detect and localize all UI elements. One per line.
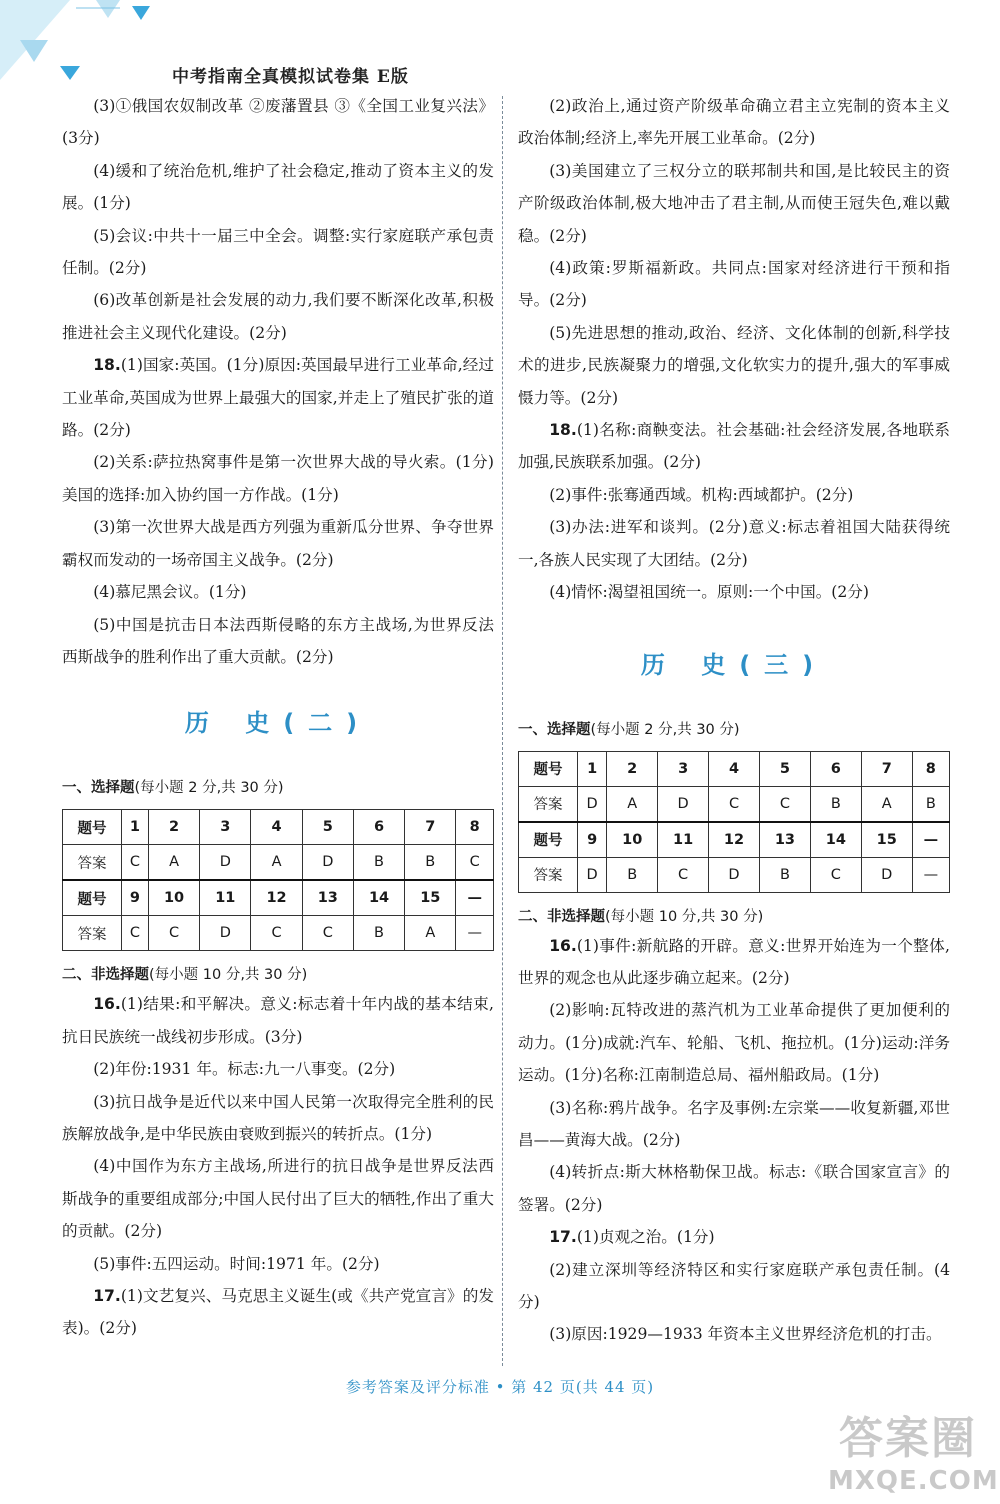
answer-cell: D <box>200 845 251 881</box>
answer-cell: A <box>861 786 912 822</box>
question-number-cell: 5 <box>759 751 810 786</box>
answer-text: (1)国家:英国。(1分)原因:英国最早进行工业革命,经过工业革命,英国成为世界上最强大的国家,并走上了殖民扩张的道路。(2分) <box>62 356 494 440</box>
answer-text: (1)名称:商鞅变法。社会基础:社会经济发展,各地联系加强,民族联系加强。(2分) <box>518 421 950 472</box>
right-answer-line: (2)政治上,通过资产阶级革命确立君主立宪制的资本主义政治体制;经济上,率先开展工业革命。(2分) <box>518 97 950 148</box>
answer-table-history-2 <box>62 809 494 951</box>
question-number-cell: — <box>456 880 494 916</box>
answer-cell: — <box>912 857 949 892</box>
question-number-cell: 2 <box>607 751 658 786</box>
s2-q16-part3: (3)抗日战争是近代以来中国人民第一次取得完全胜利的民族解放战争,是中华民族由衰败到振兴的转折点。(1分) <box>62 1092 494 1143</box>
choice-heading-label: 一、选择题 <box>518 721 591 738</box>
question-number: 18. <box>93 356 121 375</box>
question-number-cell: 12 <box>251 880 302 916</box>
left-q18-part5: (5)中国是抗击日本法西斯侵略的东方主战场,为世界反法西斯战争的胜利作出了重大贡献。(2分) <box>62 615 494 666</box>
choice-heading-label: 一、选择题 <box>62 780 135 797</box>
answer-cell: B <box>607 857 658 892</box>
question-number-cell: 1 <box>122 810 149 845</box>
question-number: 18. <box>549 421 577 440</box>
question-number-cell: 8 <box>912 751 949 786</box>
answer-cell: B <box>353 916 404 951</box>
answer-cell: B <box>405 845 456 881</box>
answer-cell: A <box>405 916 456 951</box>
s2-q16-part1 <box>62 988 494 1053</box>
s3-q17-part3: (3)原因:1929—1933 年资本主义世界经济危机的打击。 <box>549 1325 942 1344</box>
answer-text: (1)结果:和平解决。意义:标志着十年内战的基本结束,抗日民族统一战线初步形成。(3分) <box>62 995 494 1046</box>
section-title-history-3: 历 史(三) <box>640 650 828 679</box>
question-number-cell: 1 <box>578 751 607 786</box>
answer-text: (1)文艺复兴、马克思主义诞生(或《共产党宣言》的发表)。(2分) <box>62 1286 494 1338</box>
choice-heading <box>518 718 950 739</box>
right-q18-part1 <box>518 414 950 479</box>
answer-cell: C <box>302 916 353 951</box>
question-number-cell: 10 <box>148 880 199 916</box>
row-label: 答案 <box>519 857 578 892</box>
answer-cell: C <box>148 916 199 951</box>
s2-q16-part5: (5)事件:五四运动。时间:1971 年。(2分) <box>93 1254 380 1273</box>
question-number: 16. <box>549 936 577 955</box>
question-number-cell: 13 <box>302 880 353 916</box>
question-number-cell: 4 <box>709 751 760 786</box>
watermark-sub-text: MXQE.COM <box>828 1466 999 1496</box>
nonchoice-note: (每小题 10 分,共 30 分) <box>149 967 308 984</box>
section-title-history-2: 历 史(二) <box>184 709 372 738</box>
s3-q16-part4: (4)转折点:斯大林格勒保卫战。标志:《联合国家宣言》的签署。(2分) <box>518 1163 950 1214</box>
row-label: 题号 <box>519 751 578 786</box>
question-number-cell: 4 <box>251 810 302 845</box>
s2-q17-part1 <box>62 1280 494 1345</box>
answer-cell: D <box>658 786 709 822</box>
row-label: 答案 <box>519 786 578 822</box>
right-column <box>518 90 950 1351</box>
row-label: 题号 <box>63 880 122 916</box>
choice-heading <box>62 776 494 797</box>
question-number-cell: 9 <box>578 822 607 858</box>
left-answer-line: (5)会议:中共十一届三中全会。调整:实行家庭联产承包责任制。(2分) <box>62 226 494 278</box>
question-number-cell: — <box>912 822 949 858</box>
answer-cell: C <box>810 857 861 892</box>
right-q18-part4: (4)情怀:渴望祖国统一。原则:一个中国。(2分) <box>549 583 869 602</box>
s2-q16-part4: (4)中国作为东方主战场,所进行的抗日战争是世界反法西斯战争的重要组成部分;中国人民付出了巨大的牺牲,作出了重大的贡献。(2分) <box>62 1157 494 1241</box>
corner-decoration <box>0 0 160 90</box>
watermark-logo <box>828 1412 999 1500</box>
question-number: 17. <box>549 1228 577 1247</box>
row-label: 题号 <box>63 810 122 845</box>
question-number: 17. <box>93 1286 121 1305</box>
left-answer-line: (6)改革创新是社会发展的动力,我们要不断深化改革,积极推进社会主义现代化建设。(2分) <box>62 291 494 342</box>
answer-cell: D <box>578 857 607 892</box>
question-number-cell: 7 <box>405 810 456 845</box>
s3-q16-part3: (3)名称:鸦片战争。名字及事例:左宗棠——收复新疆,邓世昌——黄海大战。(2分) <box>518 1098 950 1149</box>
right-answer-line: (4)政策:罗斯福新政。共同点:国家对经济进行干预和指导。(2分) <box>518 259 950 310</box>
question-number-cell: 11 <box>658 822 709 858</box>
nonchoice-heading <box>518 905 950 926</box>
column-divider <box>502 96 503 1366</box>
page-footer: 参考答案及评分标准 • 第 42 页(共 44 页) <box>345 1378 655 1396</box>
nonchoice-note: (每小题 10 分,共 30 分) <box>605 908 764 925</box>
choice-note: (每小题 2 分,共 30 分) <box>134 780 284 797</box>
right-q18-part2: (2)事件:张骞通西域。机构:西域都护。(2分) <box>549 485 854 504</box>
answer-cell: B <box>912 786 949 822</box>
question-number-cell: 13 <box>759 822 810 858</box>
answer-cell: C <box>658 857 709 892</box>
answer-cell: C <box>759 786 810 822</box>
answer-table-history-3 <box>518 751 950 893</box>
answer-cell: C <box>122 916 149 951</box>
watermark-main-text: 答案圈 <box>839 1413 977 1464</box>
question-number: 16. <box>93 995 121 1014</box>
answer-cell: D <box>200 916 251 951</box>
page-header-title: 中考指南全真模拟试卷集 E版 <box>172 67 409 87</box>
answer-cell: D <box>861 857 912 892</box>
answer-cell: D <box>302 845 353 881</box>
answer-cell: D <box>578 786 607 822</box>
answer-cell: C <box>709 786 760 822</box>
right-answer-line: (3)美国建立了三权分立的联邦制共和国,是比较民主的资产阶级政治体制,极大地冲击了君主制,从而使王冠失色,难以戴稳。(2分) <box>518 161 950 245</box>
answer-cell: A <box>607 786 658 822</box>
answer-cell: B <box>353 845 404 881</box>
question-number-cell: 14 <box>353 880 404 916</box>
question-number-cell: 2 <box>148 810 199 845</box>
nonchoice-heading <box>62 963 494 984</box>
question-number-cell: 6 <box>810 751 861 786</box>
left-q18-part4: (4)慕尼黑会议。(1分) <box>93 583 247 602</box>
question-number-cell: 5 <box>302 810 353 845</box>
left-q18-part1 <box>62 349 494 446</box>
choice-note: (每小题 2 分,共 30 分) <box>590 721 740 738</box>
left-answer-line: (3)①俄国农奴制改革 ②废藩置县 ③《全国工业复兴法》(3分) <box>62 97 494 148</box>
answer-cell: A <box>148 845 199 881</box>
question-number-cell: 3 <box>658 751 709 786</box>
left-answer-line: (4)缓和了统治危机,维护了社会稳定,推动了资本主义的发展。(1分) <box>62 161 494 213</box>
question-number-cell: 9 <box>122 880 149 916</box>
nonchoice-heading-label: 二、非选择题 <box>62 967 149 984</box>
left-q18-part2: (2)关系:萨拉热窝事件是第一次世界大战的导火索。(1分)美国的选择:加入协约国一方作战。(1分) <box>62 453 494 504</box>
s3-q17-part2: (2)建立深圳等经济特区和实行家庭联产承包责任制。(4分) <box>518 1260 950 1311</box>
s3-q16-part2: (2)影响:瓦特改进的蒸汽机为工业革命提供了更加便利的动力。(1分)成就:汽车、轮船、飞机、拖拉机。(1分)运动:洋务运动。(1分)名称:江南制造总局、福州船政局。(1分) <box>518 1001 950 1085</box>
nonchoice-heading-label: 二、非选择题 <box>518 908 605 925</box>
row-label: 题号 <box>519 822 578 858</box>
answer-text: (1)事件:新航路的开辟。意义:世界开始连为一个整体,世界的观念也从此逐步确立起来。(2分) <box>518 936 950 987</box>
answer-cell: A <box>251 845 302 881</box>
row-label: 答案 <box>63 845 122 881</box>
s3-q16-part1 <box>518 930 950 995</box>
right-answer-line: (5)先进思想的推动,政治、经济、文化体制的创新,科学技术的进步,民族凝聚力的增强,文化软实力的提升,强大的军事威慑力等。(2分) <box>518 323 950 407</box>
question-number-cell: 14 <box>810 822 861 858</box>
s2-q16-part2: (2)年份:1931 年。标志:九一八事变。(2分) <box>93 1060 396 1079</box>
row-label: 答案 <box>63 916 122 951</box>
question-number-cell: 8 <box>456 810 494 845</box>
answer-cell: C <box>122 845 149 881</box>
left-q18-part3: (3)第一次世界大战是西方列强为重新瓜分世界、争夺世界霸权而发动的一场帝国主义战争。(2分) <box>62 518 494 569</box>
question-number-cell: 12 <box>709 822 760 858</box>
right-q18-part3: (3)办法:进军和谈判。(2分)意义:标志着祖国大陆获得统一,各族人民实现了大团结。(2分) <box>518 518 950 569</box>
answer-cell: C <box>251 916 302 951</box>
question-number-cell: 7 <box>861 751 912 786</box>
question-number-cell: 11 <box>200 880 251 916</box>
answer-cell: B <box>759 857 810 892</box>
question-number-cell: 3 <box>200 810 251 845</box>
question-number-cell: 10 <box>607 822 658 858</box>
question-number-cell: 15 <box>861 822 912 858</box>
answer-cell: B <box>810 786 861 822</box>
answer-cell: D <box>709 857 760 892</box>
s3-q17-part1 <box>518 1221 950 1253</box>
left-column <box>62 90 494 1345</box>
answer-cell: C <box>456 845 494 881</box>
question-number-cell: 15 <box>405 880 456 916</box>
answer-text: (1)贞观之治。(1分) <box>576 1228 715 1247</box>
answer-cell: — <box>456 916 494 951</box>
question-number-cell: 6 <box>353 810 404 845</box>
